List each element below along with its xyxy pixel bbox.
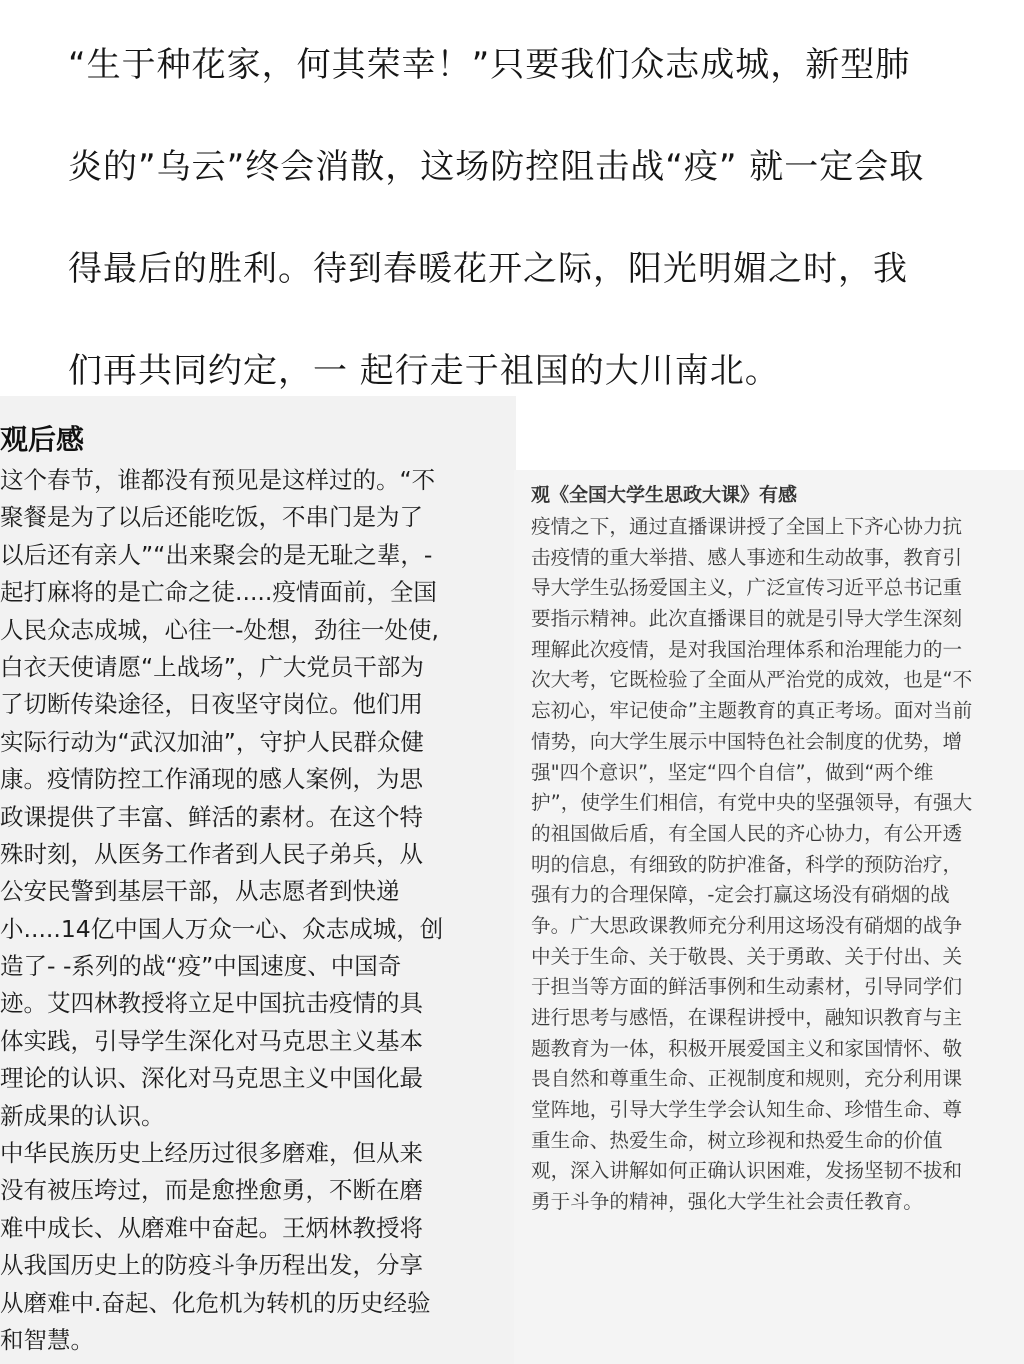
left-article-line: 殊时刻，从医务工作者到人民子弟兵，从 (0, 839, 423, 868)
right-article-line: 强"四个意识”，坚定“四个自信”，做到“两个维 (531, 760, 934, 784)
right-article-line: 进行思考与感悟，在课程讲授中，融知识教育与主 (531, 1006, 963, 1029)
left-article-line: 白衣天使请愿“上战场”，广大党员干部为 (0, 652, 424, 681)
right-article-line: 勇于斗争的精神，强化大学生社会责任教育。 (531, 1190, 923, 1214)
right-article-line: 堂阵地，引导大学生学会认知生命、珍惜生命、尊 (531, 1098, 963, 1122)
left-article-line: 人民众志成城，心往一-处想，劲往一处使, (0, 615, 439, 644)
right-article-line: 强有力的合理保障，-定会打赢这场没有硝烟的战 (531, 883, 950, 907)
right-article-line: 争。广大思政课教师充分利用这场没有硝烟的战争 (531, 913, 963, 937)
left-article-line: 了切断传染途径，日夜坚守岗位。他们用 (0, 690, 423, 719)
top-paragraph-line: 们再共同约定，一 起行走于祖国的大川南北。 (68, 351, 780, 391)
right-article-line: 理解此次疫情，是对我国治理体系和治理能力的一 (531, 637, 963, 661)
right-article-line: 导大学生弘扬爱国主义，广泛宣传习近平总书记重 (531, 576, 963, 600)
top-paragraph (68, 14, 998, 422)
right-article-card (514, 470, 1024, 1364)
left-article-line: 从我国历史上的防疫斗争历程出发，分享 (0, 1251, 423, 1280)
left-article-line: 康。疫情防控工作涌现的感人案例，为思 (0, 765, 423, 794)
top-paragraph-line: 得最后的胜利。待到春暖花开之际，阳光明媚之时，我 (68, 249, 908, 289)
left-article-line: 以后还有亲人”“出来聚会的是无耻之辈，- (0, 540, 433, 569)
left-article-line: 公安民警到基层干部，从志愿者到快递 (0, 877, 400, 906)
left-article-line: 实际行动为“武汉加油”，守护人民群众健 (0, 727, 424, 756)
right-article-line: 次大考，它既检验了全面从严治党的成效，也是“不 (531, 668, 973, 692)
right-article-line: 的祖国做后盾，有全国人民的齐心协力，有公开透 (531, 821, 963, 845)
left-article-line: 聚餐是为了以后还能吃饭，不串门是为了 (0, 503, 423, 532)
left-article-card (0, 396, 516, 1364)
right-article-line: 中关于生命、关于敬畏、关于勇敢、关于付出、关 (531, 944, 963, 968)
left-article-line: 中华民族历史上经历过很多磨难，但从来 (0, 1139, 423, 1168)
right-article-line: 情势，向大学生展示中国特色社会制度的优势，增 (531, 729, 963, 753)
right-article-line: 于担当等方面的鲜活事例和生动素材，引导同学们 (531, 975, 963, 999)
left-article-line: 迹。艾四林教授将立足中国抗击疫情的具 (0, 989, 423, 1018)
right-article-body (531, 512, 1024, 1218)
left-article-line: 起打麻将的是亡命之徒.....疫情面前，全国 (0, 578, 437, 607)
left-article-title: 观后感 (0, 423, 85, 456)
right-article-line: 明的信息，有细致的防护准备，科学的预防治疗， (531, 852, 963, 876)
top-paragraph-line: “生于种花家，何其荣幸！”只要我们众志成城，新型肺 (68, 45, 911, 85)
left-article-line: 体实践，引导学生深化对马克思主义基本 (0, 1026, 423, 1055)
left-article-line: 难中成长、从磨难中奋起。王炳林教授将 (0, 1213, 423, 1242)
right-article-line: 击疫情的重大举措、感人事迹和生动故事，教育引 (531, 545, 963, 569)
left-article-line: 这个春节，谁都没有预见是这样过的。“不 (0, 466, 436, 494)
left-article-line: 理论的认识、深化对马克思主义中国化最 (0, 1064, 423, 1093)
right-article-line: 疫情之下，通过直播课讲授了全国上下齐心协力抗 (531, 515, 963, 538)
left-article-line: 新成果的认识。 (0, 1101, 165, 1130)
right-article-line: 畏自然和尊重生命、正视制度和规则，充分利用课 (531, 1067, 963, 1091)
left-article-line: 没有被压垮过，而是愈挫愈勇，不断在磨 (0, 1176, 423, 1205)
top-paragraph-line: 炎的”乌云”终会消散，这场防控阻击战“疫” 就一定会取 (68, 147, 925, 187)
left-article-line: 造了- -系列的战“疫”中国速度、中国奇 (0, 952, 402, 981)
right-article-line: 题教育为一体，积极开展爱国主义和家国情怀、敬 (531, 1036, 963, 1060)
right-article-line: 重生命、热爱生命，树立珍视和热爱生命的价值 (531, 1128, 943, 1152)
right-article-line: 忘初心，牢记使命”主题教育的真正考场。面对当前 (531, 699, 973, 723)
right-article-line: 要指示精神。此次直播课目的就是引导大学生深刻 (531, 607, 963, 631)
left-article-line: 政课提供了丰富、鲜活的素材。在这个特 (0, 802, 423, 831)
right-article-line: 观，深入讲解如何正确认识困难，发扬坚韧不拔和 (531, 1159, 963, 1183)
left-article-line: 从磨难中.奋起、化危机为转机的历史经验 (0, 1288, 431, 1317)
left-article-body (0, 462, 516, 1359)
left-article-line: 和智慧。 (0, 1325, 94, 1354)
right-article-title: 观《全国大学生思政大课》有感 (531, 484, 798, 506)
right-article-line: 护”，使学生们相信，有党中央的坚强领导，有强大 (531, 791, 973, 815)
left-article-line: 小.....14亿中国人万众一心、众志成城，创 (0, 914, 444, 943)
